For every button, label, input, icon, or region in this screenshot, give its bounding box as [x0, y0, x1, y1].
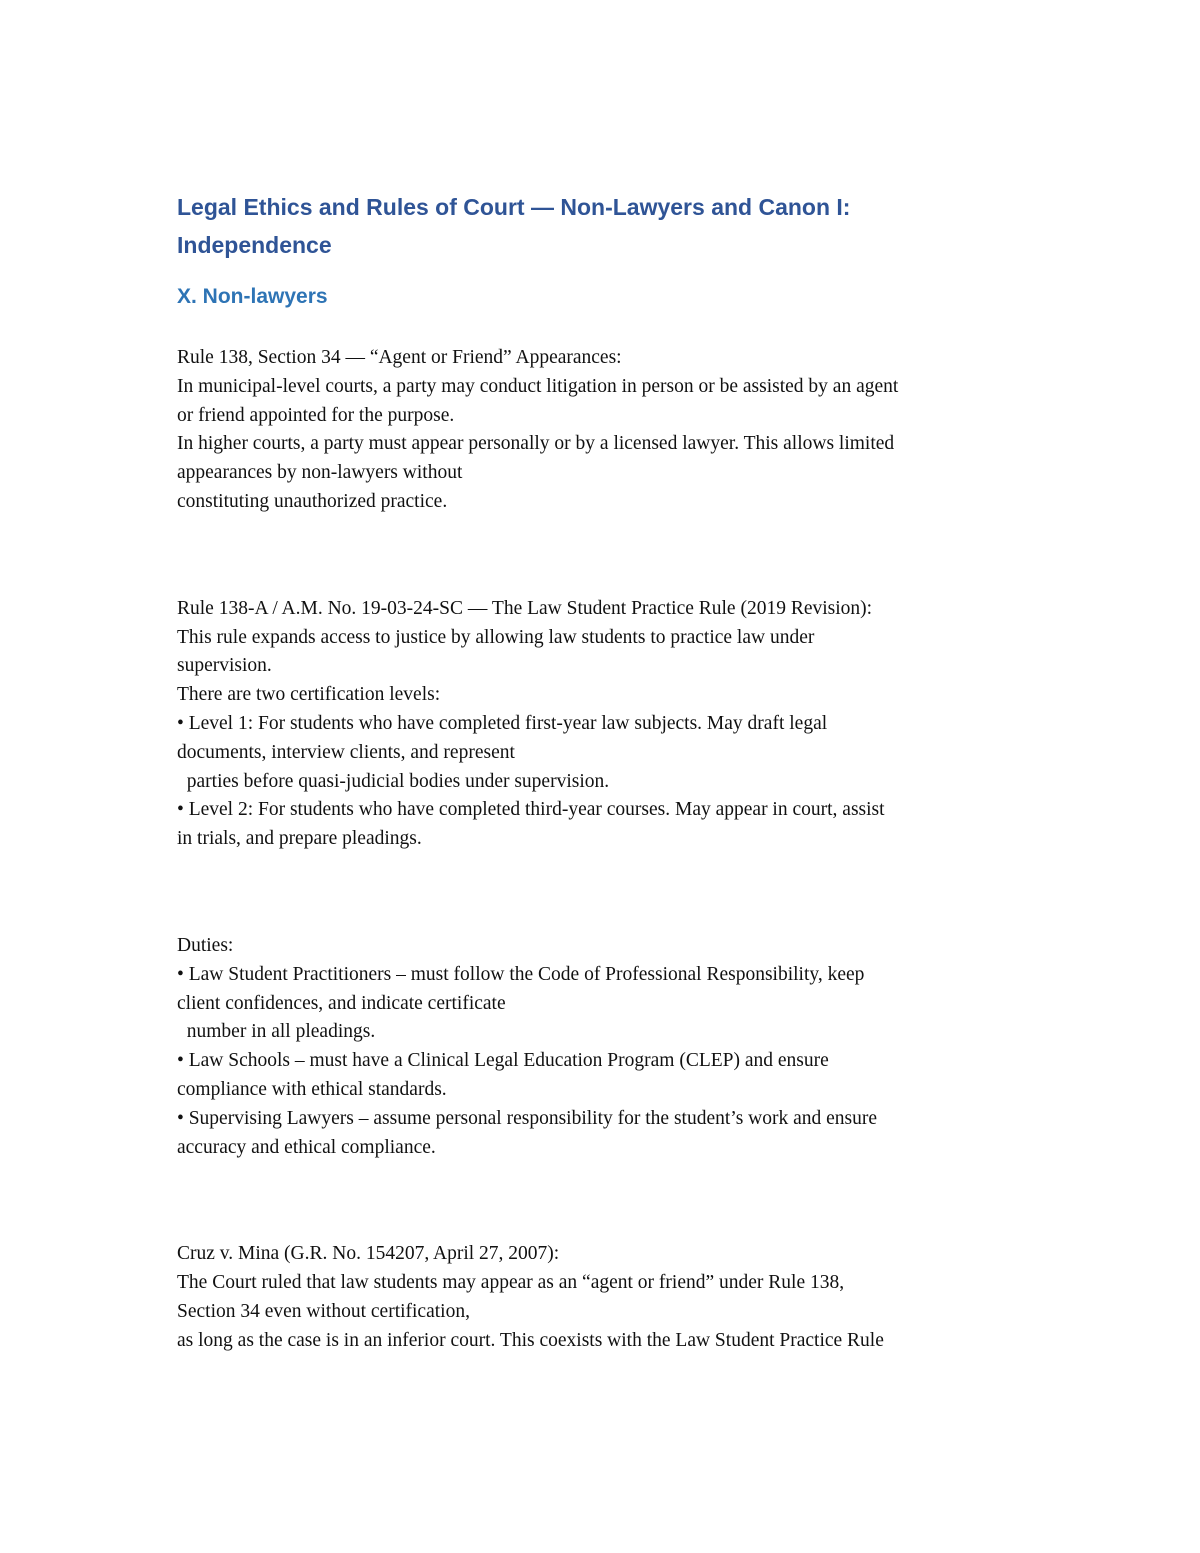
paragraph-line: appearances by non-lawyers without [177, 462, 463, 484]
document-title-line-1: Legal Ethics and Rules of Court — Non-Lawyers and Canon I: [177, 194, 851, 220]
duties-block [177, 932, 1057, 1162]
paragraph-line: as long as the case is in an inferior court. This coexists with the Law Student Practice Rule [177, 1329, 884, 1351]
document-content [177, 188, 1057, 1356]
law-student-practice-rule-heading: Rule 138-A / A.M. No. 19-03-24-SC — The Law Student Practice Rule (2019 Revision): [177, 597, 873, 619]
paragraph-line: constituting unauthorized practice. [177, 490, 448, 512]
paragraph-line: number in all pleadings. [177, 1021, 376, 1043]
paragraph-line: client confidences, and indicate certificate [177, 992, 506, 1014]
bullet-line: • Level 1: For students who have completed first-year law subjects. May draft legal [177, 712, 828, 734]
bullet-line: • Law Student Practitioners – must follow the Code of Professional Responsibility, keep [177, 963, 865, 985]
bullet-line: • Level 2: For students who have completed third-year courses. May appear in court, assist [177, 799, 885, 821]
paragraph-line: In higher courts, a party must appear personally or by a licensed lawyer. This allows limited [177, 433, 895, 455]
document-title-line-2: Independence [177, 232, 332, 258]
paragraph-line: documents, interview clients, and represent [177, 741, 515, 763]
paragraph-line: compliance with ethical standards. [177, 1078, 447, 1100]
bullet-line: • Law Schools – must have a Clinical Legal Education Program (CLEP) and ensure [177, 1050, 829, 1072]
bullet-line: • Supervising Lawyers – assume personal responsibility for the student’s work and ensure [177, 1107, 878, 1129]
paragraph-line: parties before quasi-judicial bodies under supervision. [177, 770, 610, 792]
paragraph-line: accuracy and ethical compliance. [177, 1136, 436, 1158]
duties-heading: Duties: [177, 934, 234, 956]
law-student-practice-rule-block [177, 595, 1057, 854]
paragraph-line: There are two certification levels: [177, 684, 441, 706]
paragraph-line: In municipal-level courts, a party may conduct litigation in person or be assisted by an agent [177, 375, 899, 397]
document-title [177, 188, 1057, 264]
paragraph-line: The Court ruled that law students may appear as an “agent or friend” under Rule 138, [177, 1272, 845, 1294]
paragraph-line: Section 34 even without certification, [177, 1300, 470, 1322]
paragraph-line: This rule expands access to justice by allowing law students to practice law under [177, 626, 815, 648]
section-heading: X. Non-lawyers [177, 285, 328, 308]
paragraph-line: supervision. [177, 655, 272, 677]
agent-or-friend-heading: Rule 138, Section 34 — “Agent or Friend” Appearances: [177, 347, 622, 368]
paragraph-line: or friend appointed for the purpose. [177, 404, 455, 426]
cruz-v-mina-heading: Cruz v. Mina (G.R. No. 154207, April 27, 2007): [177, 1243, 560, 1265]
paragraph-line: in trials, and prepare pleadings. [177, 828, 422, 850]
agent-or-friend-block [177, 344, 1057, 517]
cruz-v-mina-block [177, 1240, 1057, 1355]
